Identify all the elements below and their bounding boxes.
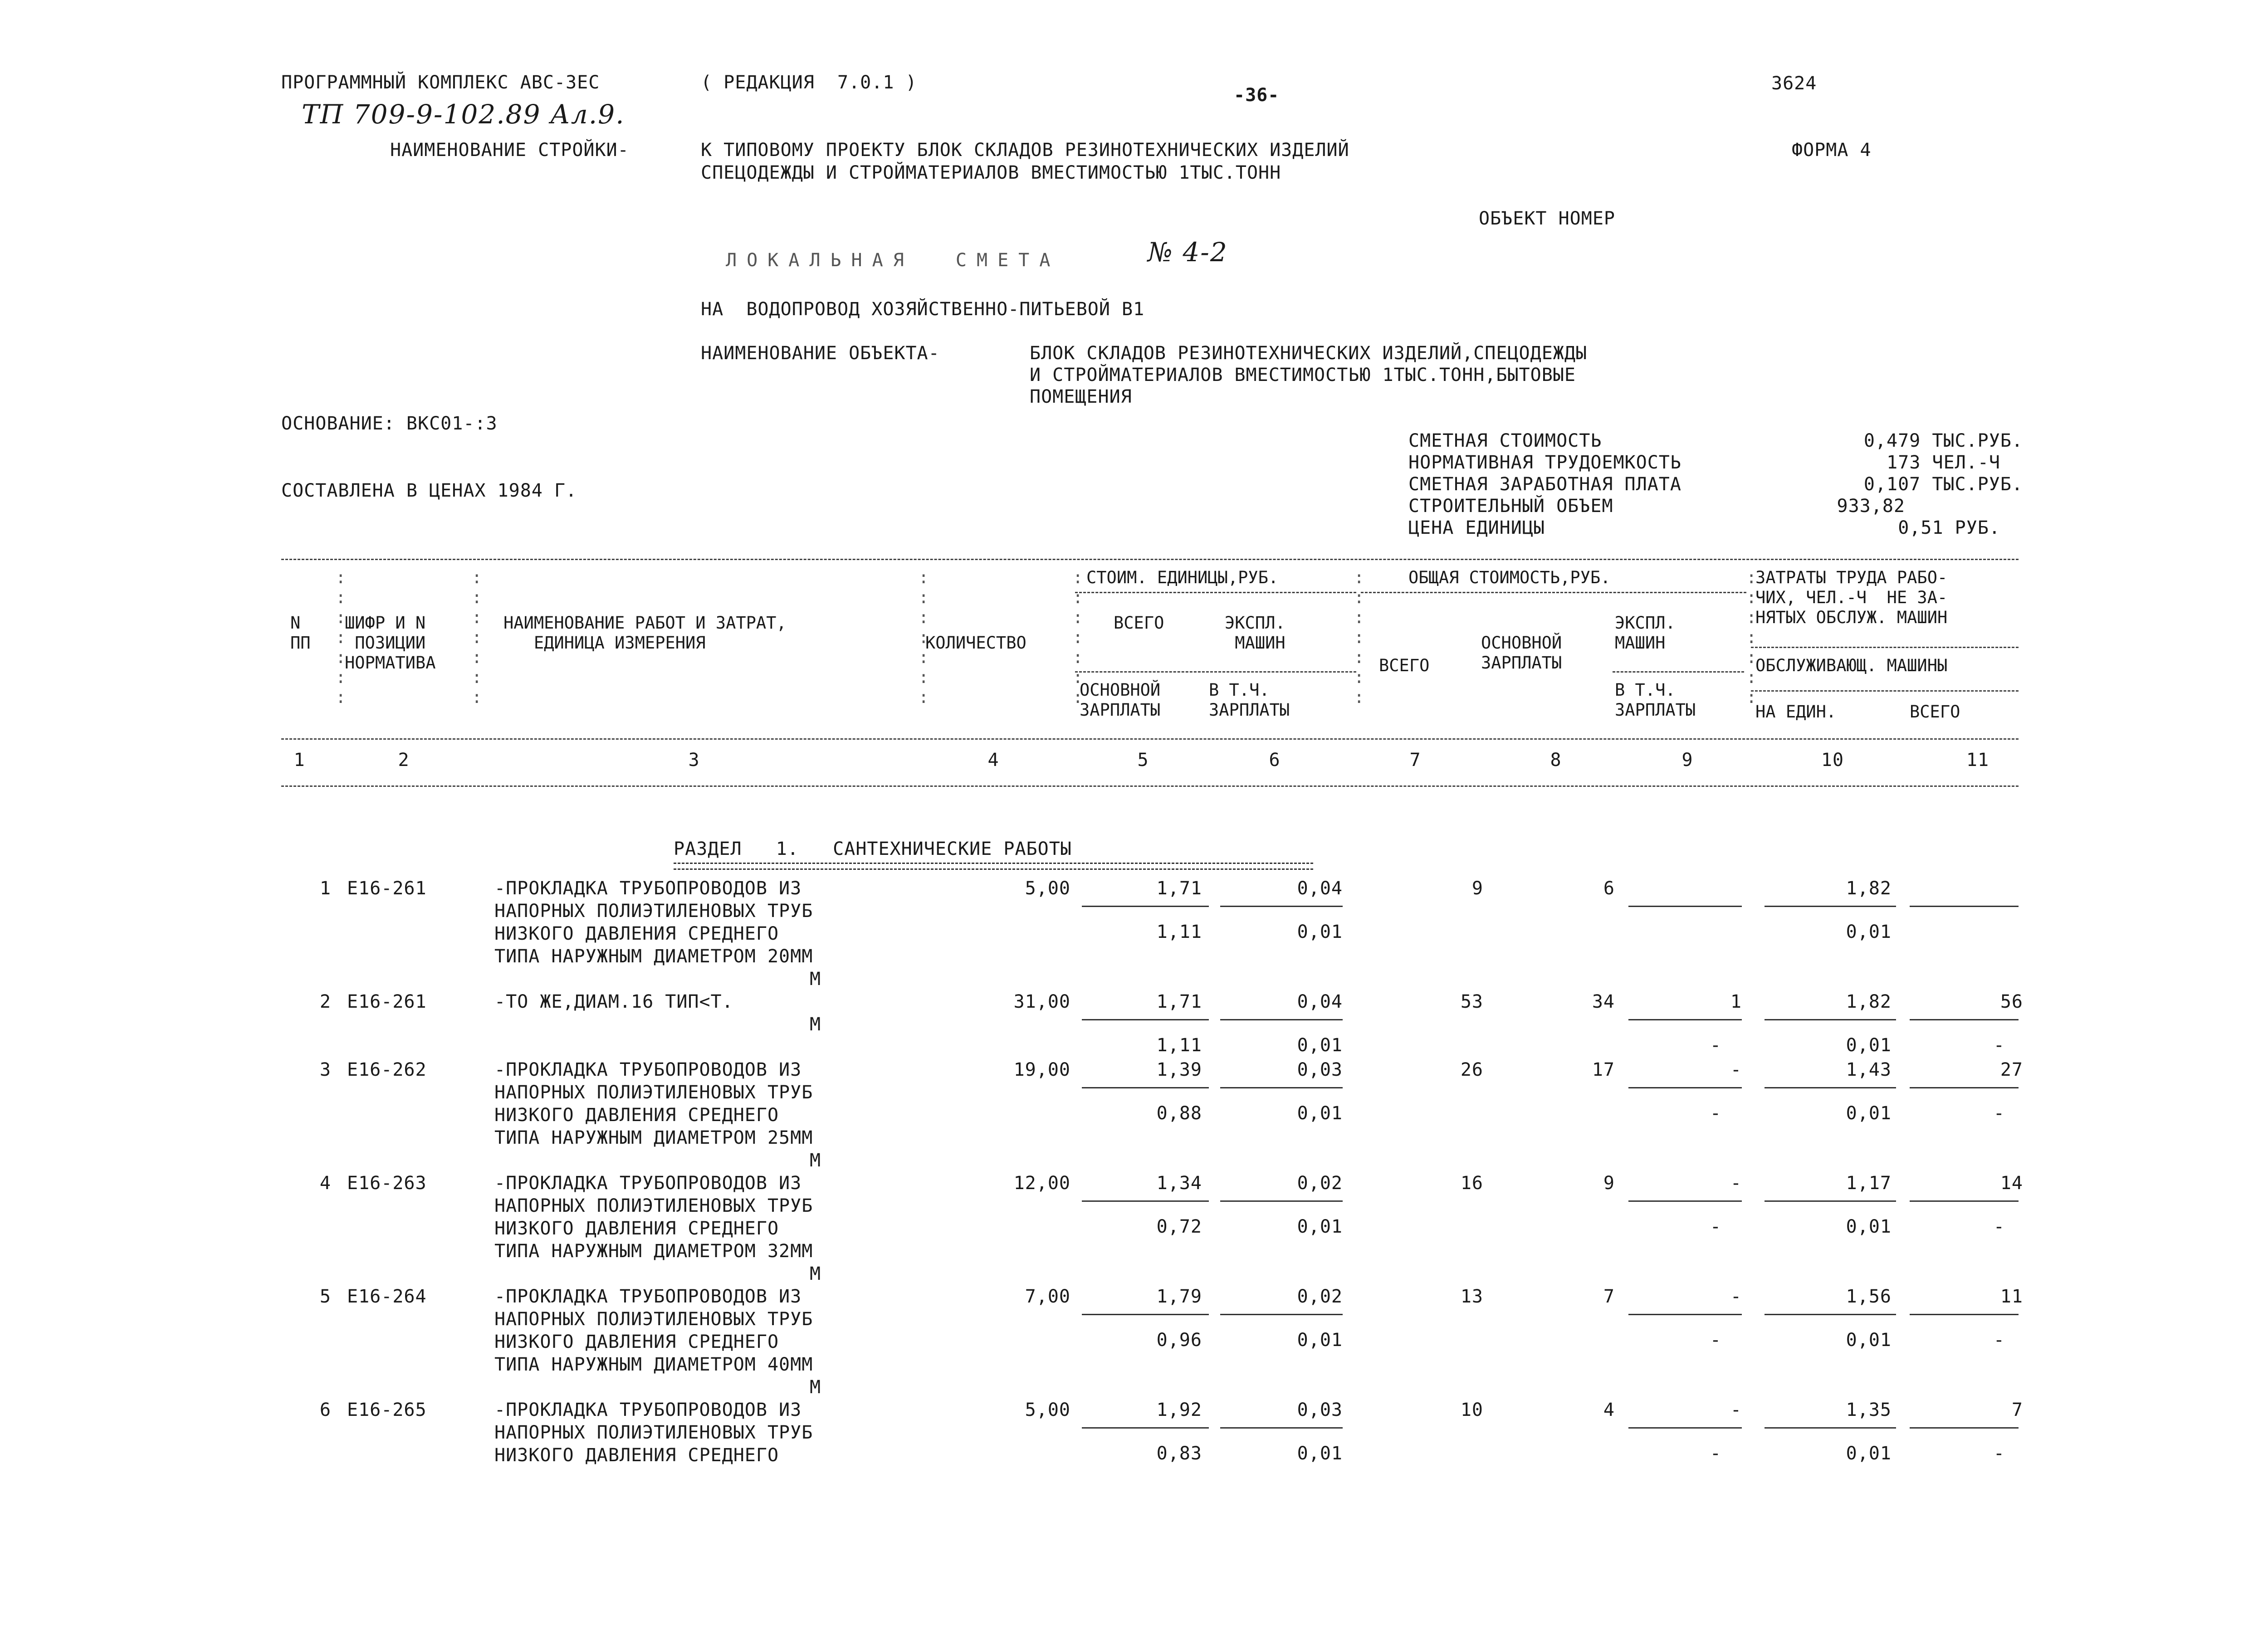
row-name-line: НИЗКОГО ДАВЛЕНИЯ СРЕДНЕГО — [494, 1105, 779, 1126]
fraction-rule — [1910, 906, 2019, 907]
row-name-line: НИЗКОГО ДАВЛЕНИЯ СРЕДНЕГО — [494, 923, 779, 944]
summary-value: 0,107 ТЫС.РУБ. — [1863, 474, 2023, 495]
row-name-line: ТИПА НАРУЖНЫМ ДИАМЕТРОМ 40ММ — [494, 1354, 813, 1375]
column-number: 1 — [293, 750, 305, 771]
labor-per-unit: 1,43 — [1846, 1059, 1892, 1080]
fraction-rule — [1910, 1019, 2019, 1020]
unit-total: 1,92 — [1156, 1400, 1202, 1420]
column-number: 10 — [1821, 750, 1844, 771]
construction-line-2: СПЕЦОДЕЖДЫ И СТРОЙМАТЕРИАЛОВ ВМЕСТИМОСТЬЮ 1ТЫС.ТОНН — [701, 162, 1281, 183]
object-label: НАИМЕНОВАНИЕ ОБЪЕКТА- — [701, 343, 940, 364]
labor-total-service: - — [1993, 1216, 2005, 1237]
fraction-rule — [1910, 1087, 2019, 1088]
edition: ( РЕДАКЦИЯ 7.0.1 ) — [701, 72, 917, 93]
header-total-salary: ОСНОВНОЙ ЗАРПЛАТЫ — [1481, 633, 1562, 673]
unit-machines: 0,04 — [1297, 991, 1343, 1012]
object-line-3: ПОМЕЩЕНИЯ — [1030, 386, 1132, 407]
fraction-rule — [1220, 1314, 1343, 1315]
fraction-rule — [1082, 1200, 1209, 1202]
header-name: НАИМЕНОВАНИЕ РАБОТ И ЗАТРАТ, ЕДИНИЦА ИЗМЕРЕНИЯ — [503, 613, 787, 653]
header-code: ШИФР И N ПОЗИЦИИ НОРМАТИВА — [345, 613, 436, 673]
fraction-rule — [1765, 1427, 1896, 1429]
project-code: ТП 709-9-102.89 Ал.9. — [302, 99, 625, 130]
labor-per-unit: 1,56 — [1846, 1286, 1892, 1307]
row-unit: М — [810, 1377, 821, 1398]
summary-value: 0,51 РУБ. — [1898, 517, 2000, 538]
total-salary-incl: - — [1710, 1330, 1721, 1351]
total-all: 9 — [1471, 878, 1483, 899]
header-unit-mach: ЭКСПЛ. МАШИН — [1225, 613, 1286, 653]
column-number: 7 — [1409, 750, 1421, 771]
row-number: 6 — [319, 1400, 331, 1420]
labor-per-unit-service: 0,01 — [1846, 922, 1892, 942]
row-name-line: -ПРОКЛАДКА ТРУБОПРОВОДОВ ИЗ — [494, 1400, 802, 1420]
header-per-unit: НА ЕДИН. — [1755, 702, 1837, 722]
summary-value: 0,479 ТЫС.РУБ. — [1863, 430, 2023, 451]
labor-per-unit: 1,82 — [1846, 878, 1892, 899]
section-underline — [674, 863, 1313, 870]
row-code: Е16-262 — [347, 1059, 427, 1080]
unit-total: 1,39 — [1156, 1059, 1202, 1080]
total-salary: 34 — [1592, 991, 1615, 1012]
row-number: 3 — [319, 1059, 331, 1080]
column-separator: : : : : : : : — [472, 568, 482, 707]
unit-salary-incl: 0,01 — [1297, 1035, 1343, 1056]
table-top-rule — [281, 559, 2019, 560]
object-line-2: И СТРОЙМАТЕРИАЛОВ ВМЕСТИМОСТЬЮ 1ТЫС.ТОНН,БЫТОВЫЕ — [1030, 365, 1576, 385]
basis: ОСНОВАНИЕ: ВКС01-:3 — [281, 413, 498, 434]
total-machines: - — [1730, 1173, 1742, 1194]
fraction-rule — [1628, 1087, 1742, 1088]
summary-value: 173 ЧЕЛ.-Ч — [1887, 452, 2000, 473]
row-number: 4 — [319, 1173, 331, 1194]
fraction-rule — [1082, 1427, 1209, 1429]
header-total-cost: ОБЩАЯ СТОИМОСТЬ,РУБ. — [1408, 568, 1611, 587]
object-number: ОБЪЕКТ НОМЕР — [1479, 208, 1615, 229]
header-labor-serv: ОБСЛУЖИВАЮЩ. МАШИНЫ — [1755, 656, 1948, 675]
column-number: 8 — [1550, 750, 1562, 771]
fraction-rule — [1220, 1019, 1343, 1020]
labor-per-unit-service: 0,01 — [1846, 1443, 1892, 1464]
row-unit: М — [810, 1150, 821, 1171]
labor-total: 56 — [2000, 991, 2023, 1012]
unit-salary: 0,72 — [1156, 1216, 1202, 1237]
header-bottom-rule — [281, 738, 2019, 740]
fraction-rule — [1910, 1427, 2019, 1429]
total-salary: 9 — [1603, 1173, 1615, 1194]
header-qty: КОЛИЧЕСТВО — [925, 633, 1026, 653]
unit-salary: 0,88 — [1156, 1103, 1202, 1124]
column-number: 4 — [987, 750, 999, 771]
row-name-line: -ПРОКЛАДКА ТРУБОПРОВОДОВ ИЗ — [494, 1173, 802, 1194]
total-salary: 6 — [1603, 878, 1615, 899]
header-rule — [1075, 592, 1356, 593]
row-name-line: НАПОРНЫХ ПОЛИЭТИЛЕНОВЫХ ТРУБ — [494, 1195, 813, 1216]
column-separator: : : : : : : : — [1746, 568, 1757, 707]
summary-label: СМЕТНАЯ СТОИМОСТЬ — [1408, 430, 1602, 451]
fraction-rule — [1082, 906, 1209, 907]
estimate-subject: НА ВОДОПРОВОД ХОЗЯЙСТВЕННО-ПИТЬЕВОЙ В1 — [701, 299, 1145, 320]
row-name-line: НАПОРНЫХ ПОЛИЭТИЛЕНОВЫХ ТРУБ — [494, 1422, 813, 1443]
unit-total: 1,79 — [1156, 1286, 1202, 1307]
labor-total: 11 — [2000, 1286, 2023, 1307]
summary-label: ЦЕНА ЕДИНИЦЫ — [1408, 517, 1545, 538]
total-machines: - — [1730, 1400, 1742, 1420]
total-salary-incl: - — [1710, 1443, 1721, 1464]
fraction-rule — [1765, 906, 1896, 907]
summary-label: СТРОИТЕЛЬНЫЙ ОБЪЕМ — [1408, 496, 1613, 517]
unit-salary: 0,83 — [1156, 1443, 1202, 1464]
row-name-line: НАПОРНЫХ ПОЛИЭТИЛЕНОВЫХ ТРУБ — [494, 901, 813, 922]
unit-machines: 0,03 — [1297, 1400, 1343, 1420]
row-quantity: 5,00 — [1025, 878, 1070, 899]
labor-per-unit-service: 0,01 — [1846, 1216, 1892, 1237]
row-code: Е16-261 — [347, 878, 427, 899]
row-name-line: НАПОРНЫХ ПОЛИЭТИЛЕНОВЫХ ТРУБ — [494, 1309, 813, 1330]
unit-salary-incl: 0,01 — [1297, 1103, 1343, 1124]
unit-salary-incl: 0,01 — [1297, 1216, 1343, 1237]
section-title: РАЗДЕЛ 1. САНТЕХНИЧЕСКИЕ РАБОТЫ — [674, 839, 1072, 859]
unit-total: 1,71 — [1156, 991, 1202, 1012]
total-salary: 17 — [1592, 1059, 1615, 1080]
fraction-rule — [1220, 1427, 1343, 1429]
page-mark: -36- — [1234, 85, 1280, 106]
construction-line-1: К ТИПОВОМУ ПРОЕКТУ БЛОК СКЛАДОВ РЕЗИНОТЕХНИЧЕСКИХ ИЗДЕЛИЙ — [701, 140, 1349, 161]
labor-per-unit-service: 0,01 — [1846, 1330, 1892, 1351]
column-number: 6 — [1269, 750, 1281, 771]
row-code: Е16-264 — [347, 1286, 427, 1307]
total-machines: 1 — [1730, 991, 1742, 1012]
fraction-rule — [1628, 906, 1742, 907]
labor-per-unit: 1,17 — [1846, 1173, 1892, 1194]
header-rule — [1075, 671, 1356, 673]
total-all: 16 — [1460, 1173, 1483, 1194]
labor-total-service: - — [1993, 1035, 2005, 1056]
total-machines: - — [1730, 1286, 1742, 1307]
unit-salary: 0,96 — [1156, 1330, 1202, 1351]
labor-total: 27 — [2000, 1059, 2023, 1080]
row-name-line: -ПРОКЛАДКА ТРУБОПРОВОДОВ ИЗ — [494, 1286, 802, 1307]
fraction-rule — [1082, 1019, 1209, 1020]
fraction-rule — [1628, 1019, 1742, 1020]
row-quantity: 31,00 — [1013, 991, 1070, 1012]
column-number: 9 — [1681, 750, 1693, 771]
header-rule — [1613, 671, 1744, 673]
total-all: 26 — [1460, 1059, 1483, 1080]
row-number: 5 — [319, 1286, 331, 1307]
fraction-rule — [1765, 1087, 1896, 1088]
labor-total: 14 — [2000, 1173, 2023, 1194]
header-rule — [1751, 690, 2019, 692]
row-name-line: НИЗКОГО ДАВЛЕНИЯ СРЕДНЕГО — [494, 1218, 779, 1239]
row-name-line: ТИПА НАРУЖНЫМ ДИАМЕТРОМ 25ММ — [494, 1127, 813, 1148]
fraction-rule — [1765, 1019, 1896, 1020]
unit-machines: 0,02 — [1297, 1286, 1343, 1307]
row-code: Е16-265 — [347, 1400, 427, 1420]
total-all: 10 — [1460, 1400, 1483, 1420]
total-salary-incl: - — [1710, 1035, 1721, 1056]
labor-per-unit-service: 0,01 — [1846, 1103, 1892, 1124]
row-quantity: 19,00 — [1013, 1059, 1070, 1080]
total-salary-incl: - — [1710, 1216, 1721, 1237]
summary-label: НОРМАТИВНАЯ ТРУДОЕМКОСТЬ — [1408, 452, 1681, 473]
column-separator: : : : : : : : — [1354, 568, 1364, 707]
header-total-incl: В Т.Ч. ЗАРПЛАТЫ — [1615, 680, 1696, 720]
row-unit: М — [810, 1263, 821, 1284]
labor-total-service: - — [1993, 1330, 2005, 1351]
header-n: N ПП — [290, 613, 311, 653]
fraction-rule — [1628, 1314, 1742, 1315]
form-label: ФОРМА 4 — [1792, 140, 1872, 161]
row-number: 2 — [319, 991, 331, 1012]
row-name-line: -ПРОКЛАДКА ТРУБОПРОВОДОВ ИЗ — [494, 1059, 802, 1080]
row-name-line: НИЗКОГО ДАВЛЕНИЯ СРЕДНЕГО — [494, 1332, 779, 1352]
fraction-rule — [1765, 1314, 1896, 1315]
fraction-rule — [1220, 1087, 1343, 1088]
row-quantity: 12,00 — [1013, 1173, 1070, 1194]
unit-salary-incl: 0,01 — [1297, 1443, 1343, 1464]
fraction-rule — [1082, 1314, 1209, 1315]
unit-machines: 0,02 — [1297, 1173, 1343, 1194]
total-all: 53 — [1460, 991, 1483, 1012]
fraction-rule — [1910, 1314, 2019, 1315]
row-name-line: НИЗКОГО ДАВЛЕНИЯ СРЕДНЕГО — [494, 1445, 779, 1466]
header-total-mach: ЭКСПЛ. МАШИН — [1615, 613, 1676, 653]
construction-label: НАИМЕНОВАНИЕ СТРОЙКИ- — [390, 140, 629, 161]
prices-year: СОСТАВЛЕНА В ЦЕНАХ 1984 Г. — [281, 480, 577, 501]
header-unit-incl: В Т.Ч. ЗАРПЛАТЫ — [1209, 680, 1290, 720]
column-separator: : : : : : : : — [336, 568, 346, 707]
labor-total-service: - — [1993, 1443, 2005, 1464]
summary-value: 933,82 — [1837, 496, 1905, 517]
unit-salary-incl: 0,01 — [1297, 922, 1343, 942]
unit-salary-incl: 0,01 — [1297, 1330, 1343, 1351]
row-quantity: 7,00 — [1025, 1286, 1070, 1307]
fraction-rule — [1910, 1200, 2019, 1202]
estimate-number: № 4-2 — [1148, 237, 1228, 268]
labor-total: 7 — [2011, 1400, 2023, 1420]
fraction-rule — [1628, 1200, 1742, 1202]
header-rule — [1751, 647, 2019, 648]
labor-per-unit: 1,82 — [1846, 991, 1892, 1012]
row-code: Е16-263 — [347, 1173, 427, 1194]
column-separator: : : : : : : : — [1073, 568, 1083, 707]
header-labor-total: ВСЕГО — [1910, 702, 1960, 722]
column-number: 11 — [1966, 750, 1989, 771]
header-unit-cost: СТОИМ. ЕДИНИЦЫ,РУБ. — [1086, 568, 1279, 587]
total-all: 13 — [1460, 1286, 1483, 1307]
header-total-all: ВСЕГО — [1379, 656, 1430, 675]
unit-machines: 0,03 — [1297, 1059, 1343, 1080]
row-name-line: -ТО ЖЕ,ДИАМ.16 ТИП<Т. — [494, 991, 733, 1012]
unit-total: 1,34 — [1156, 1173, 1202, 1194]
total-machines: - — [1730, 1059, 1742, 1080]
fraction-rule — [1220, 906, 1343, 907]
row-unit: М — [810, 1014, 821, 1035]
fraction-rule — [1628, 1427, 1742, 1429]
labor-total-service: - — [1993, 1103, 2005, 1124]
program-name: ПРОГРАММНЫЙ КОМПЛЕКС АВС-3ЕС — [281, 72, 600, 93]
column-number: 5 — [1137, 750, 1149, 771]
unit-salary: 1,11 — [1156, 922, 1202, 942]
column-number: 2 — [398, 750, 410, 771]
unit-machines: 0,04 — [1297, 878, 1343, 899]
total-salary: 7 — [1603, 1286, 1615, 1307]
row-name-line: -ПРОКЛАДКА ТРУБОПРОВОДОВ ИЗ — [494, 878, 802, 899]
labor-per-unit-service: 0,01 — [1846, 1035, 1892, 1056]
header-unit-total: ВСЕГО — [1114, 613, 1164, 633]
summary-label: СМЕТНАЯ ЗАРАБОТНАЯ ПЛАТА — [1408, 474, 1681, 495]
total-salary-incl: - — [1710, 1103, 1721, 1124]
object-line-1: БЛОК СКЛАДОВ РЕЗИНОТЕХНИЧЕСКИХ ИЗДЕЛИЙ,СПЕЦОДЕЖДЫ — [1030, 343, 1588, 364]
row-code: Е16-261 — [347, 991, 427, 1012]
row-unit: М — [810, 969, 821, 990]
header-labor: ЗАТРАТЫ ТРУДА РАБО- ЧИХ, ЧЕЛ.-Ч НЕ ЗА- НЯТЫХ ОБСЛУЖ. МАШИН — [1755, 568, 1948, 627]
row-number: 1 — [319, 878, 331, 899]
unit-total: 1,71 — [1156, 878, 1202, 899]
column-separator: : : : : : : : — [919, 568, 929, 707]
total-salary: 4 — [1603, 1400, 1615, 1420]
fraction-rule — [1082, 1087, 1209, 1088]
fraction-rule — [1220, 1200, 1343, 1202]
fraction-rule — [1765, 1200, 1896, 1202]
labor-per-unit: 1,35 — [1846, 1400, 1892, 1420]
estimate-title: ЛОКАЛЬНАЯ СМЕТА — [726, 250, 1061, 271]
header-rule — [1361, 592, 1746, 593]
row-name-line: ТИПА НАРУЖНЫМ ДИАМЕТРОМ 20ММ — [494, 946, 813, 967]
doc-number: 3624 — [1771, 73, 1817, 94]
numbers-bottom-rule — [281, 785, 2019, 787]
row-name-line: ТИПА НАРУЖНЫМ ДИАМЕТРОМ 32ММ — [494, 1241, 813, 1262]
row-name-line: НАПОРНЫХ ПОЛИЭТИЛЕНОВЫХ ТРУБ — [494, 1082, 813, 1103]
row-quantity: 5,00 — [1025, 1400, 1070, 1420]
header-unit-salary: ОСНОВНОЙ ЗАРПЛАТЫ — [1080, 680, 1161, 720]
unit-salary: 1,11 — [1156, 1035, 1202, 1056]
column-number: 3 — [688, 750, 700, 771]
